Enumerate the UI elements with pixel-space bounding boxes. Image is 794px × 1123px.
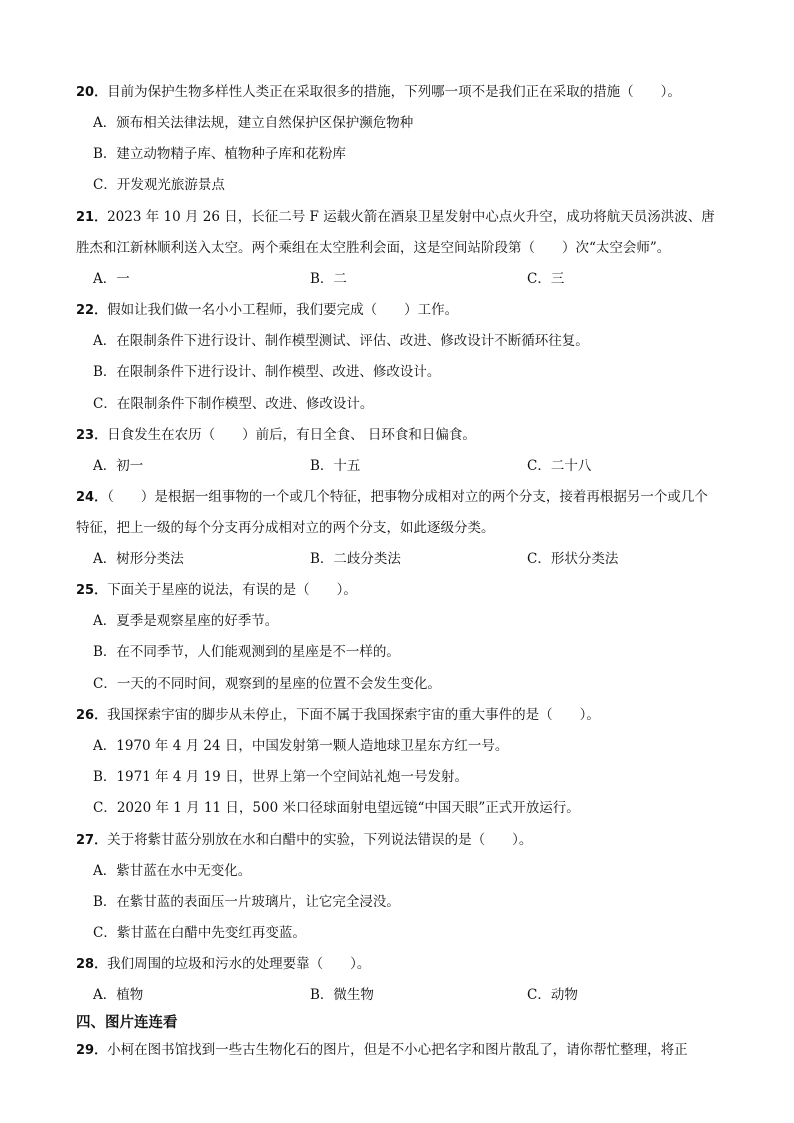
- q22-option-a: A．在限制条件下进行设计、制作模型测试、评估、改进、修改设计不断循环往复。: [93, 333, 589, 349]
- q20-option-a: A．颁布相关法律法规，建立自然保护区保护濒危物种: [93, 115, 414, 131]
- section-heading: 四、图片连连看: [76, 1015, 178, 1031]
- question-22: [76, 300, 458, 321]
- question-25: [76, 580, 357, 601]
- q28-option-b: B．微生物: [310, 987, 374, 1003]
- question-text: 目前为保护生物多样性人类正在采取很多的措施，下列哪一项不是我们正在采取的措施（ ）。: [107, 84, 681, 100]
- q20-option-c: C．开发观光旅游景点: [93, 177, 225, 193]
- q26-option-a: A．1970 年 4 月 24 日，中国发射第一颗人造地球卫星东方红一号。: [93, 738, 509, 754]
- question-20: [76, 82, 681, 103]
- question-text-line2: 特征，把上一级的每个分支再分成相对立的两个分支，如此逐级分类。: [76, 520, 495, 536]
- q21-options: [93, 269, 733, 289]
- question-text-line1: 2023 年 10 月 26 日，长征二号 F 运载火箭在酒泉卫星发射中心点火升空，成功将航天员汤洪波、唐: [107, 209, 715, 225]
- q24-options: [93, 549, 733, 569]
- question-text: 我国探索宇宙的脚步从未停止，下面不属于我国探索宇宙的重大事件的是（ ）。: [107, 707, 600, 723]
- question-number: 25．: [76, 583, 108, 598]
- question-21: [76, 207, 715, 228]
- q21-option-c: C．三: [527, 271, 565, 287]
- question-number: 24．: [76, 490, 108, 505]
- q25-option-a: A．夏季是观察星座的好季节。: [93, 613, 279, 629]
- question-number: 29．: [76, 1043, 108, 1058]
- question-text: 下面关于星座的说法，有误的是（ ）。: [107, 582, 357, 598]
- q26-option-c: C．2020 年 1 月 11 日，500 米口径球面射电望远镜“中国天眼”正式开放运行。: [93, 800, 580, 816]
- question-number: 20．: [76, 85, 108, 100]
- question-24: [76, 487, 708, 508]
- question-26: [76, 705, 600, 726]
- question-text: 假如让我们做一名小小工程师，我们要完成（ ）工作。: [107, 302, 459, 318]
- q27-option-b: B．在紫甘蓝的表面压一片玻璃片，让它完全浸没。: [93, 894, 400, 910]
- question-28: [76, 954, 370, 975]
- q28-options: [93, 985, 733, 1005]
- q27-option-c: C．紫甘蓝在白醋中先变红再变蓝。: [93, 925, 306, 941]
- q22-option-b: B．在限制条件下进行设计、制作模型、改进、修改设计。: [93, 364, 441, 380]
- q23-option-c: C．二十八: [527, 458, 592, 474]
- q26-option-b: B．1971 年 4 月 19 日，世界上第一个空间站礼炮一号发射。: [93, 769, 469, 785]
- q27-option-a: A．紫甘蓝在水中无变化。: [93, 863, 252, 879]
- q21-option-b: B．二: [310, 271, 347, 287]
- question-text: 我们周围的垃圾和污水的处理要靠（ ）。: [107, 956, 371, 972]
- q25-option-c: C．一天的不同时间，观察到的星座的位置不会发生变化。: [93, 676, 441, 692]
- question-text: 小柯在图书馆找到一些古生物化石的图片，但是不小心把名字和图片散乱了，请你帮忙整理，将正: [107, 1042, 688, 1058]
- q28-option-a: A．植物: [93, 987, 144, 1003]
- q20-option-b: B．建立动物精子库、植物种子库和花粉库: [93, 146, 346, 162]
- q24-option-b: B．二歧分类法: [310, 551, 401, 567]
- question-text: 关于将紫甘蓝分别放在水和白醋中的实验，下列说法错误的是（ ）。: [107, 832, 533, 848]
- question-27: [76, 830, 532, 851]
- q21-option-a: A．一: [93, 271, 130, 287]
- question-number: 27．: [76, 833, 108, 848]
- q23-option-b: B．十五: [310, 458, 361, 474]
- q25-option-b: B．在不同季节，人们能观测到的星座是不一样的。: [93, 644, 400, 660]
- q28-option-c: C．动物: [527, 987, 578, 1003]
- q24-option-c: C．形状分类法: [527, 551, 619, 567]
- question-number: 21．: [76, 210, 108, 225]
- question-text: 日食发生在农历（ ）前后，有日全食、 日环食和日偏食。: [107, 427, 476, 443]
- question-text-line2: 胜杰和江新林顺利送入太空。两个乘组在太空胜利会面，这是空间站阶段第（ ）次“太空会师”。: [76, 240, 671, 256]
- question-number: 26．: [76, 708, 108, 723]
- question-number: 23．: [76, 428, 108, 443]
- question-number: 28．: [76, 957, 108, 972]
- q22-option-c: C．在限制条件下制作模型、改进、修改设计。: [93, 396, 374, 412]
- question-29: [76, 1040, 688, 1061]
- question-text-line1: （ ）是根据一组事物的一个或几个特征，把事物分成相对立的两个分支，接着再根据另一个或几个: [107, 489, 708, 505]
- q24-option-a: A．树形分类法: [93, 551, 184, 567]
- question-number: 22．: [76, 303, 108, 318]
- question-23: [76, 425, 476, 446]
- q23-option-a: A．初一: [93, 458, 144, 474]
- q23-options: [93, 456, 733, 476]
